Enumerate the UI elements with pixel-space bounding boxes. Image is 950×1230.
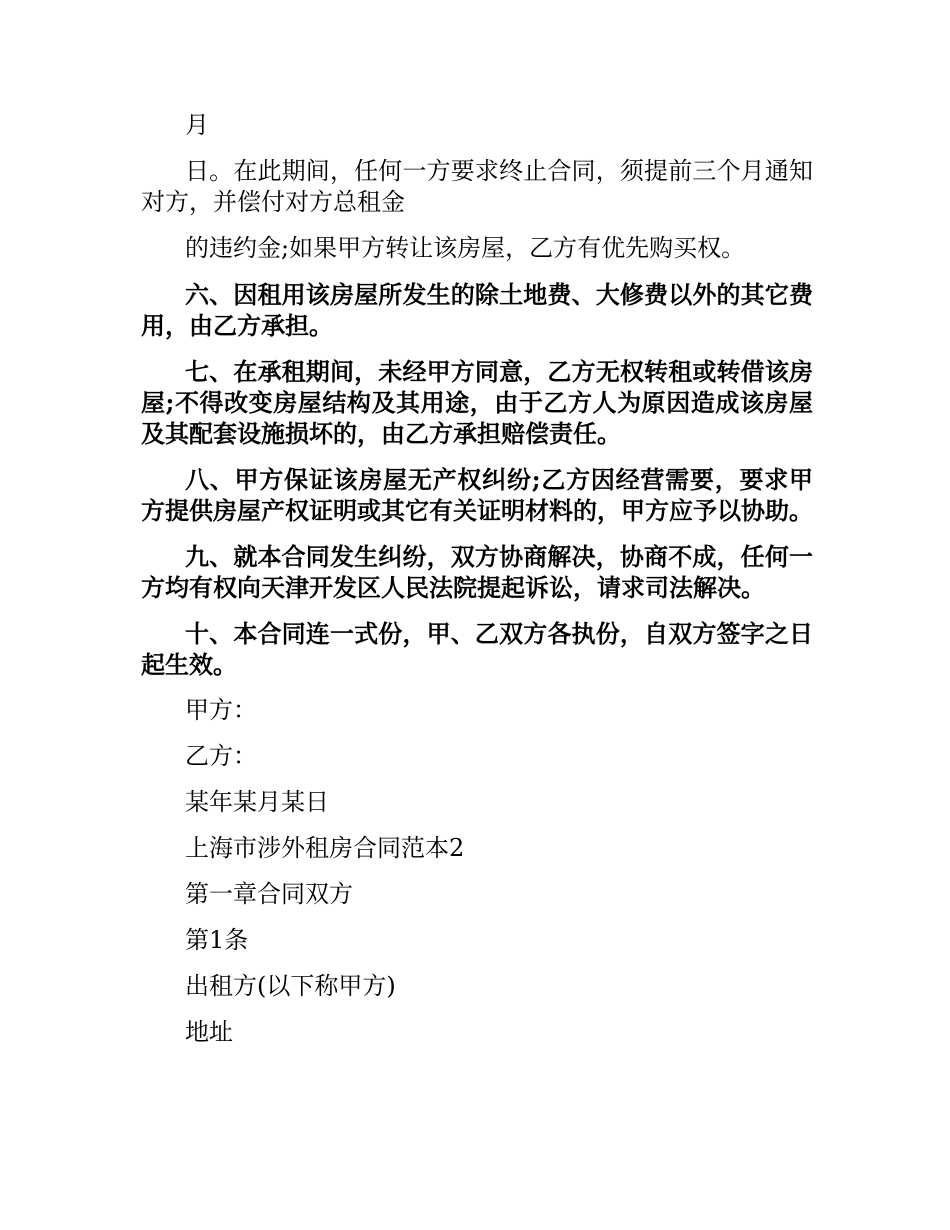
party-a-signature-label: 甲方： — [185, 696, 257, 724]
paragraph-month-fragment: 月 — [185, 111, 209, 139]
article-number: 第1条 — [185, 926, 249, 954]
paragraph-termination-notice: 日。在此期间，任何一方要求终止合同，须提前三个月通知对方，并偿付对方总租金 — [141, 157, 813, 216]
clause-ten: 十、本合同连一式份，甲、乙双方各执份，自双方签字之日起生效。 — [141, 619, 813, 679]
chapter-heading: 第一章合同双方 — [185, 880, 353, 908]
clause-six: 六、因租用该房屋所发生的除土地费、大修费以外的其它费用，由乙方承担。 — [141, 280, 813, 340]
address-label: 地址 — [185, 1018, 233, 1046]
document-body — [141, 110, 813, 1063]
signing-date: 某年某月某日 — [185, 788, 329, 816]
template-title: 上海市涉外租房合同范本2 — [185, 834, 465, 862]
clause-seven: 七、在承租期间，未经甲方同意，乙方无权转租或转借该房屋;不得改变房屋结构及其用途，由于乙方人为原因造成该房屋及其配套设施损坏的，由乙方承担赔偿责任。 — [141, 357, 813, 448]
paragraph-penalty-purchase-right: 的违约金;如果甲方转让该房屋，乙方有优先购买权。 — [185, 234, 746, 262]
party-b-signature-label: 乙方： — [185, 742, 257, 770]
lessor-label: 出租方(以下称甲方) — [185, 972, 396, 1000]
clause-nine: 九、就本合同发生纠纷，双方协商解决，协商不成，任何一方均有权向天津开发区人民法院提起诉讼，请求司法解决。 — [141, 542, 813, 602]
clause-eight: 八、甲方保证该房屋无产权纠纷;乙方因经营需要，要求甲方提供房屋产权证明或其它有关证明材料的，甲方应予以协助。 — [141, 465, 813, 525]
